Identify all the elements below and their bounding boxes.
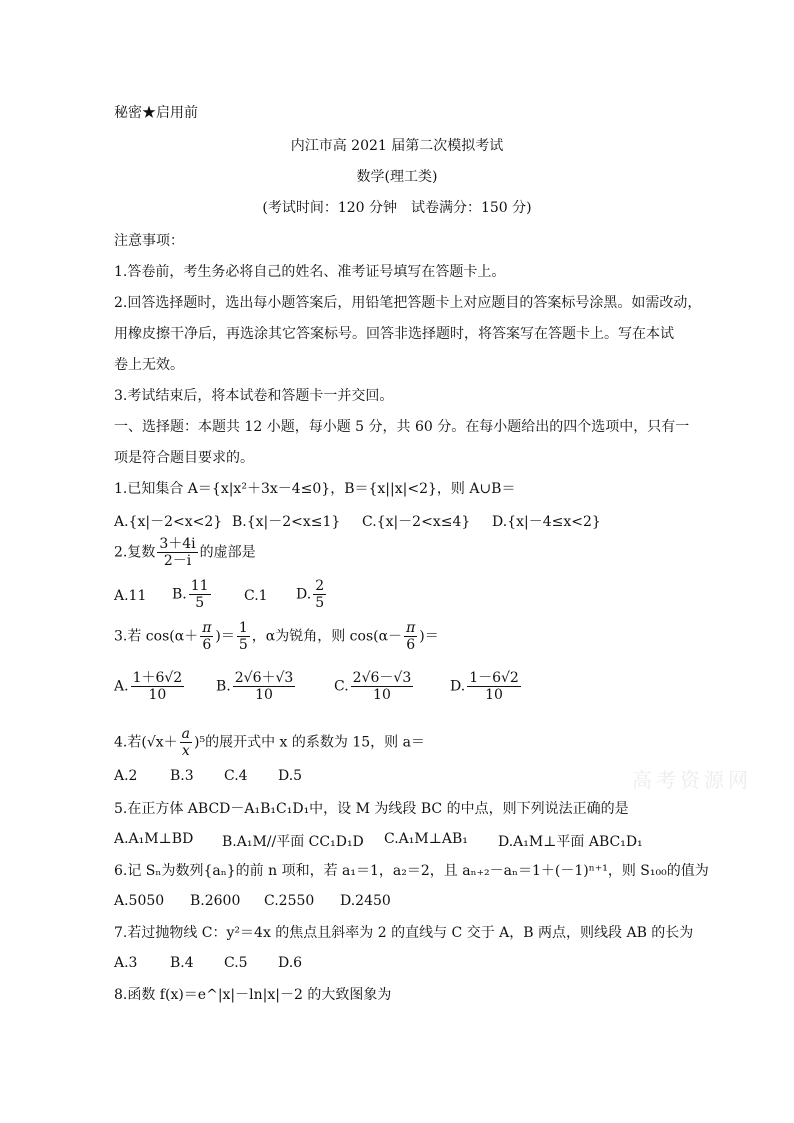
q3-option-a-num: 1＋6√2 <box>132 670 183 686</box>
q4-option-b: B.3 <box>170 768 194 784</box>
q2-denominator: 2－i <box>163 553 192 569</box>
q3-option-c-label: C. <box>334 678 349 695</box>
q4-a: a <box>181 726 190 742</box>
q2-prefix: 2.复数 <box>114 544 156 561</box>
q2-option-d-fraction <box>313 578 326 611</box>
q3-five: 5 <box>238 637 248 653</box>
q3-option-a-den: 10 <box>148 687 167 703</box>
q6-option-c: C.2550 <box>264 893 315 909</box>
q7-option-a: A.3 <box>114 955 138 971</box>
q1-stem: 1.已知集合 A＝{x|x²＋3x－4≤0}，B＝{x||x|<2}，则 A∪B＝ <box>114 481 516 497</box>
q7-option-d: D.6 <box>278 955 303 971</box>
q3-option-a-fraction <box>131 670 185 703</box>
q4-option-a: A.2 <box>114 768 138 784</box>
q3-pi-over-6-second <box>404 620 417 653</box>
q3-one-fifth <box>237 620 250 653</box>
q2-option-b-den: 5 <box>195 595 205 611</box>
q8-stem: 8.函数 f(x)＝e^|x|－ln|x|－2 的大致图象为 <box>114 987 392 1003</box>
q3-pi-2: π <box>406 620 416 636</box>
q3-option-c-den: 10 <box>373 687 391 703</box>
q3-option-c-num: 2√6－√3 <box>352 670 412 686</box>
q7-option-b: B.4 <box>170 955 194 971</box>
q3-option-a <box>114 670 186 703</box>
q5-option-d: D.A₁M⊥平面 ABC₁D₁ <box>498 834 643 850</box>
q4-part2: )⁵的展开式中 x 的系数为 15，则 a＝ <box>194 734 425 751</box>
q1-option-c: C.{x|－2<x≤4} <box>362 514 471 530</box>
notice-item-2: 2.回答选择题时，选出每小题答案后，用铅笔把答题卡上对应题目的答案标号涂黑。如需改动， <box>114 295 702 311</box>
q3-option-b-fraction <box>233 670 296 703</box>
notice-item-2-cont: 用橡皮擦干净后，再选涂其它答案标号。回答非选择题时，将答案写在答题卡上。写在本试 <box>114 326 674 342</box>
q3-part1: 3.若 cos(α＋ <box>114 628 199 645</box>
q5-option-a: A.A₁M⊥BD <box>114 831 194 847</box>
q3-option-b-den: 10 <box>255 687 273 703</box>
q5-stem: 5.在正方体 ABCD－A₁B₁C₁D₁中，设 M 为线段 BC 的中点，则下列说法正确的是 <box>114 801 629 817</box>
q2-option-a: A.11 <box>114 588 147 604</box>
q3-pi-over-6 <box>200 620 213 653</box>
q4-stem <box>114 726 425 759</box>
q4-option-d: D.5 <box>278 768 303 784</box>
q3-one: 1 <box>238 620 248 636</box>
q7-option-c: C.5 <box>224 955 248 971</box>
q3-part2: )＝ <box>215 628 235 645</box>
q6-option-d: D.2450 <box>340 893 391 909</box>
q2-numerator: 3＋4i <box>159 536 196 552</box>
q3-part3: ，α为锐角，则 cos(α－ <box>251 628 403 645</box>
q3-six: 6 <box>202 637 212 653</box>
q3-option-d-den: 10 <box>485 687 503 703</box>
q2-option-b-num: 11 <box>190 578 209 594</box>
q3-part4: )＝ <box>419 628 439 645</box>
section-heading: 一、选择题：本题共 12 小题，每小题 5 分，共 60 分。在每小题给出的四个选项中，只有一 <box>114 419 690 435</box>
q1-option-a: A.{x|－2<x<2} <box>114 514 223 530</box>
q2-option-b-fraction <box>189 578 211 611</box>
q2-suffix: 的虚部是 <box>199 544 256 561</box>
q2-stem <box>114 536 256 569</box>
q7-stem: 7.若过抛物线 C：y²＝4x 的焦点且斜率为 2 的直线与 C 交于 A，B 两点，则线段 AB 的长为 <box>114 925 694 941</box>
q4-x: x <box>181 743 190 759</box>
q2-option-b-label: B. <box>172 586 187 603</box>
q6-option-b: B.2600 <box>190 893 241 909</box>
q2-option-d-num: 2 <box>315 578 325 594</box>
q3-option-b <box>216 670 297 703</box>
q2-option-d-label: D. <box>296 586 312 603</box>
q3-option-d-label: D. <box>450 678 466 695</box>
q6-stem: 6.记 Sₙ为数列{aₙ}的前 n 项和，若 a₁＝1，a₂＝2，且 aₙ₊₂－aₙ＝1＋(－1)ⁿ⁺¹，则 S₁₀₀的值为 <box>114 863 709 879</box>
exam-title: 内江市高 2021 届第二次模拟考试 <box>290 138 504 154</box>
notice-item-3: 3.考试结束后，将本试卷和答题卡一并交回。 <box>114 388 394 404</box>
q2-option-b <box>172 578 213 611</box>
secret-label: 秘密★启用前 <box>114 105 198 121</box>
q1-option-b: B.{x|－2<x≤1} <box>232 514 341 530</box>
notice-heading: 注意事项： <box>114 233 184 249</box>
q5-option-b: B.A₁M//平面 CC₁D₁D <box>222 834 364 850</box>
watermark: 高考资源网 <box>632 768 752 792</box>
q2-option-d <box>296 578 328 611</box>
q3-option-b-label: B. <box>216 678 231 695</box>
exam-info: (考试时间：120 分钟 试卷满分：150 分) <box>262 200 532 216</box>
q3-option-c-fraction <box>351 670 414 703</box>
notice-item-1: 1.答卷前，考生务必将自己的姓名、准考证号填写在答题卡上。 <box>114 264 506 280</box>
exam-subject: 数学(理工类) <box>356 169 438 185</box>
q2-fraction <box>157 536 197 569</box>
q3-stem <box>114 620 439 653</box>
q4-part1: 4.若(√x＋ <box>114 734 178 751</box>
q3-option-d-fraction <box>467 670 521 703</box>
q6-option-a: A.5050 <box>114 893 165 909</box>
q3-option-c <box>334 670 415 703</box>
q3-six-2: 6 <box>406 637 416 653</box>
q3-pi: π <box>202 620 212 636</box>
q4-option-c: C.4 <box>224 768 248 784</box>
q3-option-d <box>450 670 523 703</box>
q1-option-d: D.{x|－4≤x<2} <box>492 514 601 530</box>
q5-option-c: C.A₁M⊥AB₁ <box>384 831 468 847</box>
q3-option-b-num: 2√6＋√3 <box>234 670 294 686</box>
section-heading-cont: 项是符合题目要求的。 <box>114 450 254 466</box>
q3-option-d-num: 1－6√2 <box>469 670 519 686</box>
q2-option-c: C.1 <box>244 588 268 604</box>
q3-option-a-label: A. <box>114 678 129 695</box>
q4-a-over-x <box>180 726 192 759</box>
q2-option-d-den: 5 <box>315 595 325 611</box>
notice-item-2-end: 卷上无效。 <box>114 357 184 373</box>
